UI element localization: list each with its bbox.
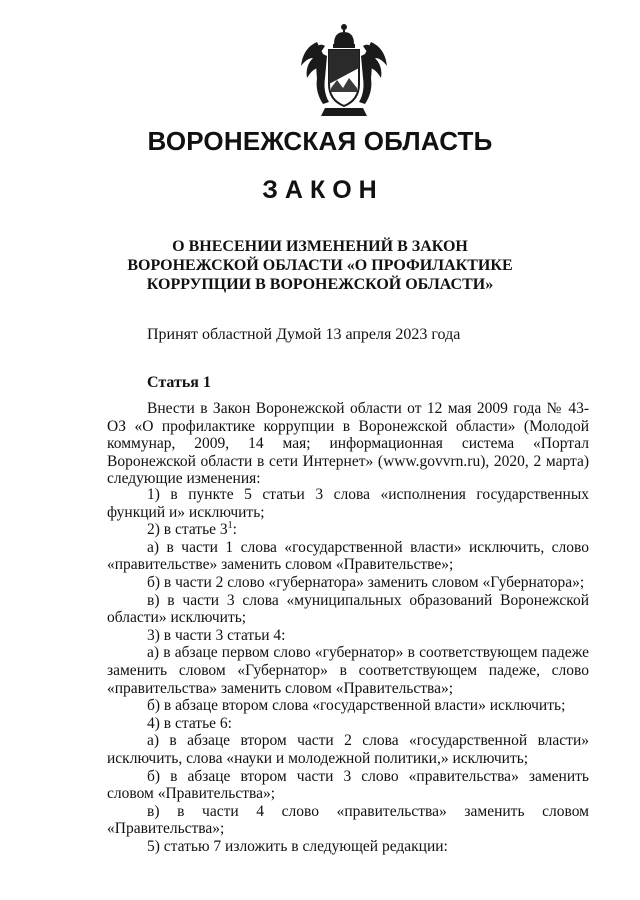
amendment-item: а) в части 1 слова «государственной власти» исключить, слово «правительстве» заменить словом «Правительстве»; [107, 538, 589, 574]
amendment-item: в) в части 3 слова «муниципальных образований Воронежской области» исключить; [107, 591, 589, 627]
amendment-item: а) в абзаце втором части 2 слова «государственной власти» исключить, слова «науки и молодежной политики,» исключить; [107, 732, 589, 767]
amendment-item: 5) статью 7 изложить в следующей редакции: [147, 837, 448, 855]
amendment-item: б) в абзаце втором слова «государственной власти» исключить; [147, 697, 566, 715]
coat-of-arms-icon [297, 22, 391, 118]
amendment-item: 2) в статье $3^1$: [147, 520, 237, 539]
law-title-line: О ВНЕСЕНИИ ИЗМЕНЕНИЙ В ЗАКОН [172, 238, 468, 255]
amendment-item: в) в части 4 слово «правительства» заменить словом «Правительства»; [107, 802, 589, 838]
article-heading: Статья 1 [147, 374, 211, 391]
amendment-item: 1) в пункте 5 статьи 3 слова «исполнения государственных функций и» исключить; [107, 486, 589, 521]
law-title [0, 237, 640, 294]
law-title-line: КОРРУПЦИИ В ВОРОНЕЖСКОЙ ОБЛАСТИ» [146, 276, 494, 293]
amendment-item: б) в абзаце втором части 3 слово «правительства» заменить словом «Правительства»; [107, 767, 589, 803]
amendment-item: 3) в части 3 статьи 4: [147, 626, 286, 644]
adoption-date: Принят областной Думой 13 апреля 2023 года [147, 326, 461, 343]
amendment-item: 4) в статье 6: [147, 714, 232, 732]
amendment-item: а) в абзаце первом слово «губернатор» в соответствующем падеже заменить словом «Губернатор» в соответствующем падеже, слово «правительства» заменить словом «Правительства»; [107, 644, 589, 697]
document-type-heading: ЗАКОН [262, 176, 384, 204]
article-intro: Внести в Закон Воронежской области от 12 мая 2009 года № 43-ОЗ «О профилактике коррупции в Воронежской области» (Молодой коммунар, 2009, 14 мая; информационная система «Портал Воронежской области в сети Интернет» (www.govvrn.ru), 2020, 2 марта) следующие изменения: [107, 400, 589, 488]
article-body [107, 400, 589, 488]
law-title-line: ВОРОНЕЖСКОЙ ОБЛАСТИ «О ПРОФИЛАКТИКЕ [127, 257, 513, 274]
amendment-list [107, 486, 589, 855]
region-heading: ВОРОНЕЖСКАЯ ОБЛАСТЬ [147, 126, 493, 156]
amendment-item: б) в части 2 слово «губернатора» заменить словом «Губернатора»; [147, 573, 585, 591]
